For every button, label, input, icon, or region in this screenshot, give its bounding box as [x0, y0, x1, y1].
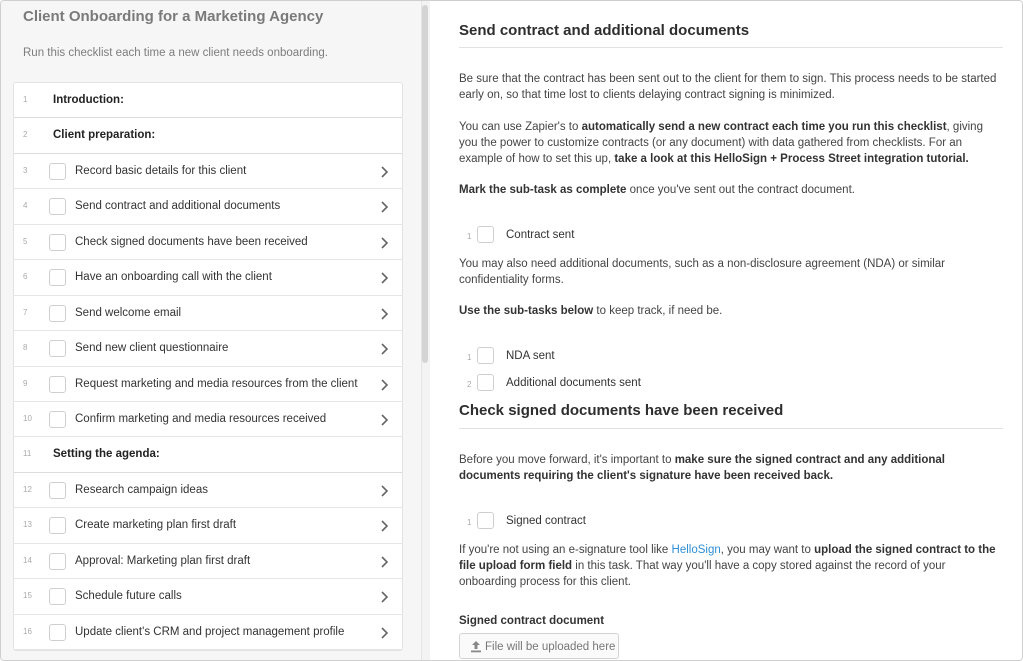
task-row[interactable] — [14, 615, 402, 650]
bold-text: upload the signed contract to the file upload form field — [459, 544, 996, 572]
upload-icon — [470, 640, 482, 653]
bold-text: Mark the sub-task as complete — [459, 184, 627, 196]
task-number: 7 — [23, 307, 28, 317]
chevron-right-icon[interactable] — [378, 413, 390, 427]
chevron-right-icon[interactable] — [378, 236, 390, 250]
chevron-right-icon[interactable] — [378, 200, 390, 214]
text: Before you move forward, it's important to — [459, 454, 675, 466]
task-number: 16 — [23, 626, 32, 636]
task-heading[interactable] — [14, 437, 402, 472]
chevron-right-icon[interactable] — [378, 590, 390, 604]
task-row[interactable] — [14, 544, 402, 579]
task-checkbox[interactable] — [49, 588, 66, 605]
paragraph-mark-complete — [459, 182, 1003, 198]
subtask-checkbox[interactable] — [477, 226, 494, 243]
hellosign-link[interactable]: HelloSign — [671, 544, 721, 556]
task-label: Have an onboarding call with the client — [75, 271, 272, 284]
subtask-label: Contract sent — [506, 229, 575, 241]
text: You can use Zapier's to — [459, 121, 582, 133]
bold-text: Use the sub-tasks below — [459, 305, 594, 317]
bold-text: tutorial. — [923, 153, 969, 165]
text: If you're not using an e-signature tool like — [459, 544, 672, 556]
section-divider — [459, 47, 1003, 48]
task-row[interactable] — [14, 296, 402, 331]
subtask-checkbox[interactable] — [477, 347, 494, 364]
task-checkbox[interactable] — [49, 624, 66, 641]
text: , giving you the power to customize contracts (or any document) with data gathered from checklists. For an example of how to set this up, — [459, 121, 983, 165]
subtask-label: Additional documents sent — [506, 377, 641, 389]
chevron-right-icon[interactable] — [378, 165, 390, 179]
task-number: 12 — [23, 484, 32, 494]
task-heading[interactable] — [14, 118, 402, 153]
task-number: 10 — [23, 413, 32, 423]
chevron-right-icon[interactable] — [378, 555, 390, 569]
bold-text: take a look at this — [614, 153, 715, 165]
subtask-number: 1 — [467, 353, 472, 362]
task-label: Send welcome email — [75, 306, 182, 319]
task-number: 11 — [23, 449, 32, 459]
upload-field-label: Signed contract document — [459, 615, 605, 627]
task-checkbox[interactable] — [49, 376, 66, 393]
task-checkbox[interactable] — [49, 411, 66, 428]
paragraph-use-subtasks — [459, 303, 1003, 319]
task-label: Update client's CRM and project management profile — [75, 625, 345, 638]
task-number: 4 — [23, 201, 28, 211]
chevron-right-icon[interactable] — [378, 484, 390, 498]
task-checkbox[interactable] — [49, 163, 66, 180]
sidebar-scrollbar-thumb[interactable] — [422, 5, 428, 363]
task-label: Approval: Marketing plan first draft — [75, 554, 251, 567]
task-number: 6 — [23, 272, 28, 282]
chevron-right-icon[interactable] — [378, 626, 390, 640]
paragraph: You may also need additional documents, such as a non-disclosure agreement (NDA) or similar confidentiality forms. — [459, 258, 946, 286]
task-row[interactable] — [14, 508, 402, 543]
task-checkbox[interactable] — [49, 517, 66, 534]
paragraph-zapier — [459, 119, 1003, 167]
file-upload-button[interactable] — [459, 633, 619, 659]
paragraph: Be sure that the contract has been sent out to the client for them to sign. This process needs to be started early on, so that time lost to clients delaying contract signing is minimized. — [459, 73, 997, 101]
task-label: Send new client questionnaire — [75, 342, 229, 355]
task-label: Introduction: — [53, 94, 124, 106]
subtask-checkbox[interactable] — [477, 512, 494, 529]
subtask-label: NDA sent — [506, 350, 555, 362]
task-row[interactable] — [14, 260, 402, 295]
section-divider — [459, 428, 1003, 429]
task-list — [13, 82, 403, 651]
task-heading[interactable] — [14, 83, 402, 118]
section-title-send-contract: Send contract and additional documents — [459, 22, 750, 39]
checklist-subtitle: Run this checklist each time a new client needs onboarding. — [23, 47, 328, 59]
subtask-number: 2 — [467, 380, 472, 389]
task-row[interactable] — [14, 331, 402, 366]
task-number: 3 — [23, 165, 28, 175]
task-row[interactable] — [14, 189, 402, 224]
bold-text: automatically send a new contract each time you run this checklist — [581, 121, 947, 133]
task-label: Setting the agenda: — [53, 448, 160, 461]
subtask-checkbox[interactable] — [477, 374, 494, 391]
task-label: Confirm marketing and media resources received — [75, 412, 327, 425]
task-label: Research campaign ideas — [75, 483, 208, 496]
task-checkbox[interactable] — [49, 553, 66, 570]
paragraph-move-forward — [459, 452, 1003, 484]
task-number: 2 — [23, 130, 28, 140]
chevron-right-icon[interactable] — [378, 519, 390, 533]
subtask-label: Signed contract — [506, 515, 586, 527]
task-row[interactable] — [14, 402, 402, 437]
task-checkbox[interactable] — [49, 482, 66, 499]
subtask-number: 1 — [467, 232, 472, 241]
task-row[interactable] — [14, 473, 402, 508]
task-checkbox[interactable] — [49, 269, 66, 286]
task-checkbox[interactable] — [49, 234, 66, 251]
task-row[interactable] — [14, 225, 402, 260]
task-number: 5 — [23, 236, 28, 246]
text: in this task. That way you'll have a copy stored against the record of your onboarding process for this client. — [459, 560, 946, 588]
chevron-right-icon[interactable] — [378, 342, 390, 356]
task-number: 13 — [23, 520, 32, 530]
task-number: 14 — [23, 555, 32, 565]
text: , you may want to — [720, 544, 815, 556]
task-number: 15 — [23, 591, 32, 601]
task-number: 1 — [23, 95, 28, 104]
section-title-check-signed: Check signed documents have been received — [459, 402, 784, 419]
task-number: 9 — [23, 378, 28, 388]
task-label: Send contract and additional documents — [75, 200, 281, 213]
task-checkbox[interactable] — [49, 340, 66, 357]
task-row[interactable] — [14, 367, 402, 402]
task-label: Create marketing plan first draft — [75, 519, 237, 532]
bold-text: make sure the signed contract and any additional documents requiring the client's signature have been received back. — [459, 454, 946, 482]
chevron-right-icon[interactable] — [378, 307, 390, 321]
task-label: Record basic details for this client — [75, 164, 247, 177]
subtask-number: 1 — [467, 518, 472, 527]
task-label: Check signed documents have been received — [75, 235, 308, 248]
task-checkbox[interactable] — [49, 198, 66, 215]
hellosign-integration-link[interactable]: HelloSign + Process Street integration — [714, 153, 924, 165]
task-number: 8 — [23, 343, 28, 353]
task-row[interactable] — [14, 154, 402, 189]
task-detail-panel — [431, 1, 1023, 661]
text: to keep track, if need be. — [593, 305, 723, 317]
chevron-right-icon[interactable] — [378, 271, 390, 285]
task-row[interactable] — [14, 579, 402, 614]
task-label: Schedule future calls — [75, 590, 182, 603]
text: once you've sent out the contract document. — [626, 184, 855, 196]
paragraph-esignature — [459, 542, 1003, 590]
task-label: Client preparation: — [53, 129, 156, 142]
checklist-title: Client Onboarding for a Marketing Agency — [23, 8, 324, 25]
task-checkbox[interactable] — [49, 305, 66, 322]
checklist-sidebar — [1, 1, 421, 661]
upload-button-label: File will be uploaded here — [485, 641, 616, 653]
chevron-right-icon[interactable] — [378, 378, 390, 392]
task-label: Request marketing and media resources from the client — [75, 377, 358, 390]
